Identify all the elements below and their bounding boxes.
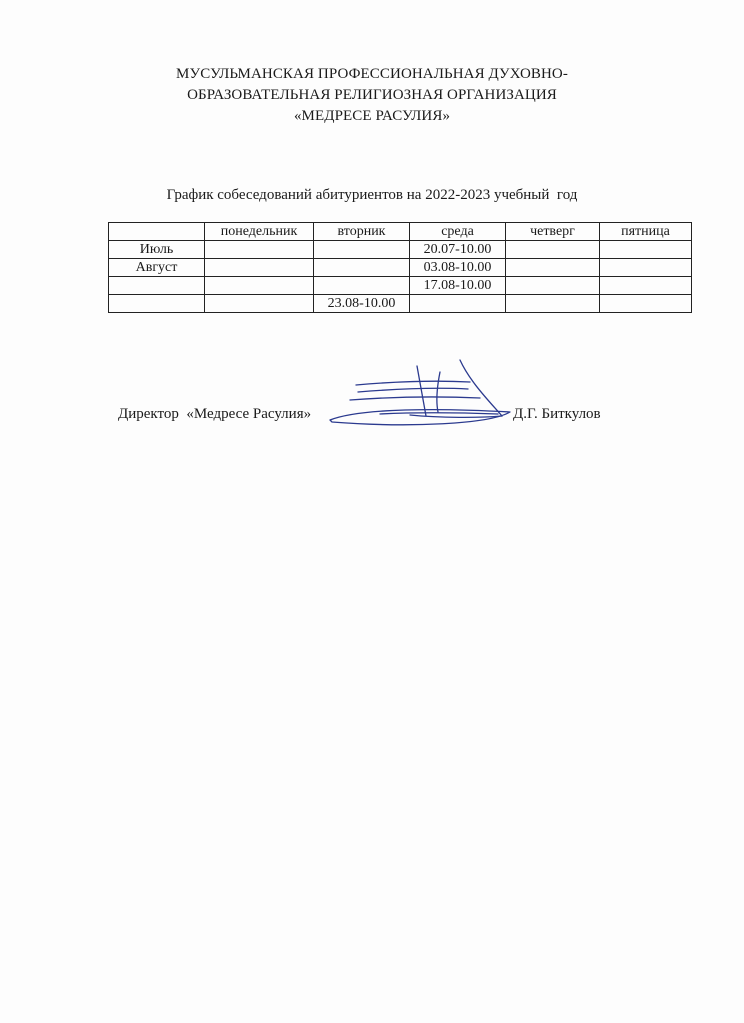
table-row [109,277,692,295]
table-cell [314,259,410,277]
table-cell [506,241,600,259]
table-cell [506,259,600,277]
table-cell [600,241,692,259]
column-header-thursday: четверг [506,223,600,241]
table-cell [109,277,205,295]
schedule-title: График собеседований абитуриентов на 2022-2023 учебный год [166,187,578,203]
table-cell [410,295,506,313]
table-cell: Июль [109,241,205,259]
table-cell [600,295,692,313]
table-row [109,241,692,259]
table-cell [506,277,600,295]
column-header-tuesday: вторник [314,223,410,241]
table-cell [205,295,314,313]
table-cell: 17.08-10.00 [410,277,506,295]
column-header-monday: понедельник [205,223,314,241]
org-title-line-3: «МЕДРЕСЕ РАСУЛИЯ» [293,108,451,124]
table-header-row [109,223,692,241]
column-header-month [109,223,205,241]
director-position: Директор «Медресе Расулия» [118,406,312,422]
handwritten-signature [320,352,520,437]
org-title-line-1: МУСУЛЬМАНСКАЯ ПРОФЕССИОНАЛЬНАЯ ДУХОВНО- [176,66,568,82]
table-cell [205,277,314,295]
org-title-line-2: ОБРАЗОВАТЕЛЬНАЯ РЕЛИГИОЗНАЯ ОРГАНИЗАЦИЯ [187,87,557,103]
table-cell [600,259,692,277]
table-cell [600,277,692,295]
table-cell [205,241,314,259]
organization-title [0,64,744,127]
table-cell [205,259,314,277]
table-row [109,295,692,313]
table-cell [109,295,205,313]
table-cell: 20.07-10.00 [410,241,506,259]
table-cell: Август [109,259,205,277]
column-header-wednesday: среда [410,223,506,241]
table-cell [314,277,410,295]
table-row [109,259,692,277]
table-cell [506,295,600,313]
schedule-table [108,222,692,313]
director-name: Д.Г. Биткулов [513,406,601,422]
table-cell: 23.08-10.00 [314,295,410,313]
column-header-friday: пятница [600,223,692,241]
table-cell [314,241,410,259]
table-cell: 03.08-10.00 [410,259,506,277]
